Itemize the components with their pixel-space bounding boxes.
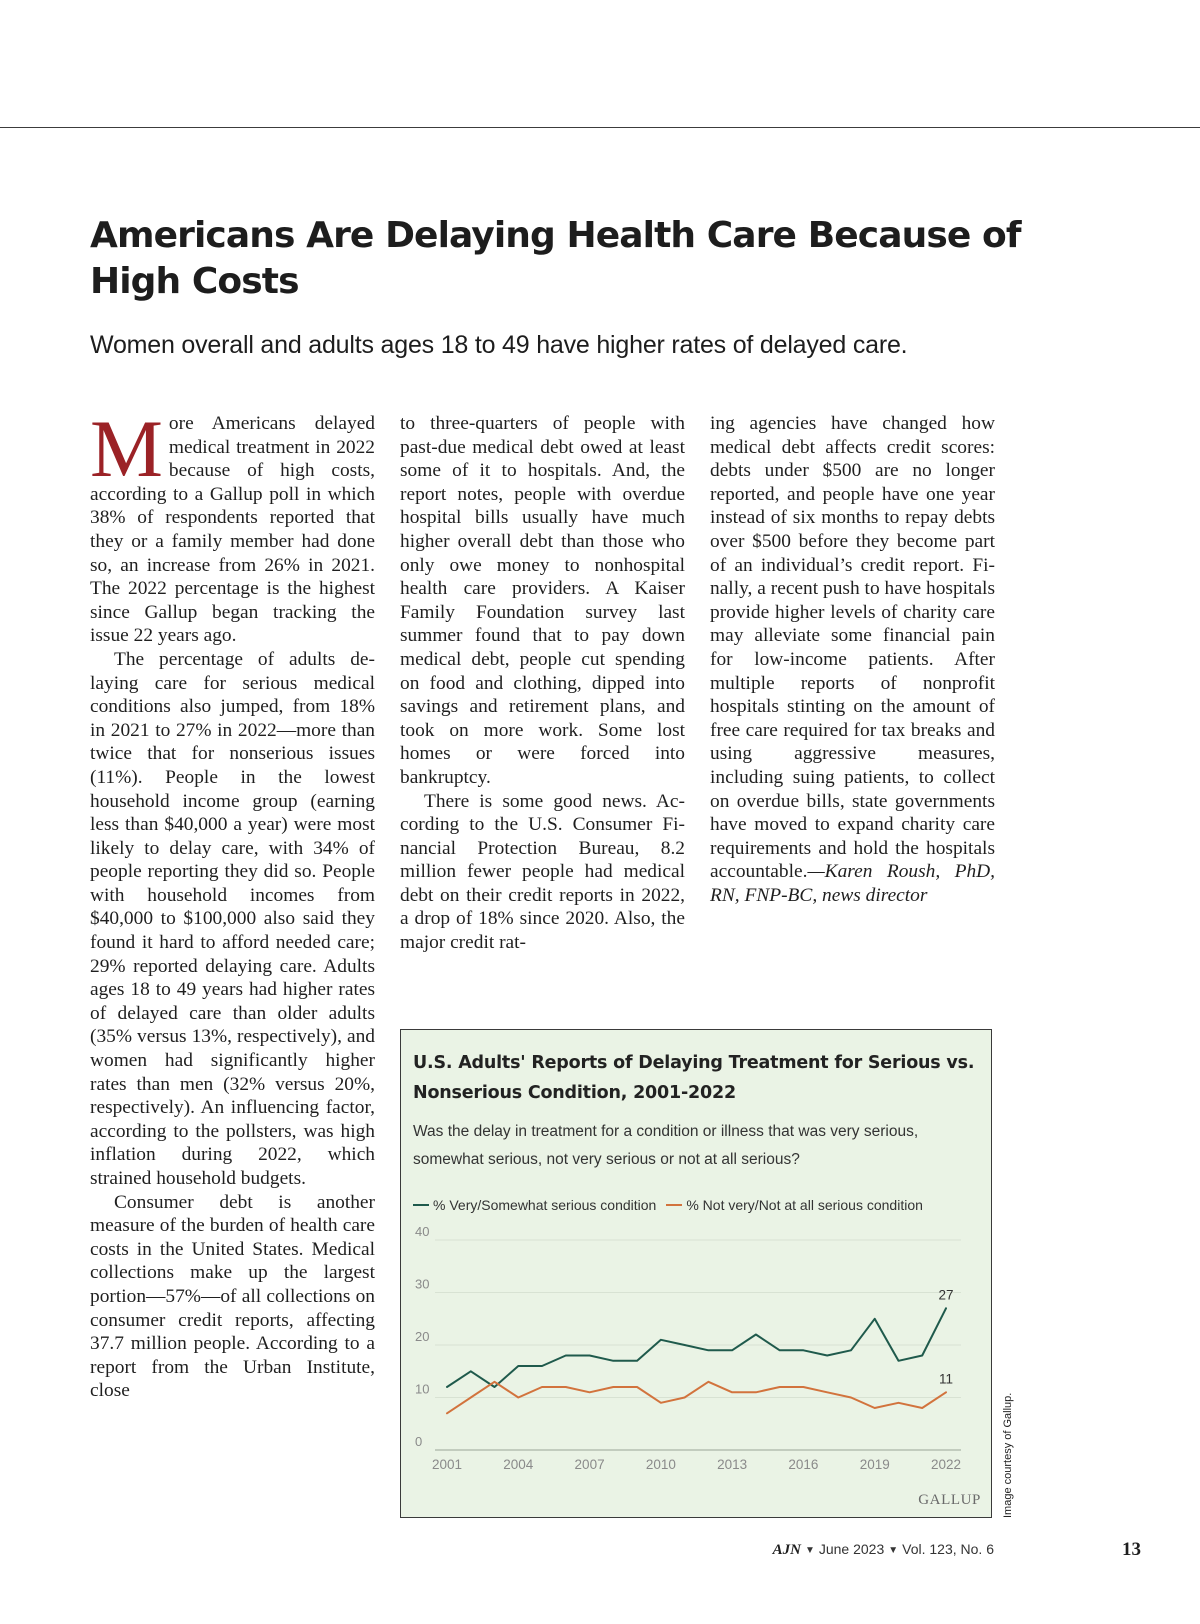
- paragraph: The percentage of adults delaying care for serious medical conditions also jumped, from 18% in 2021 to 27% in 2022—more than twice that for nonserious issues (11%). People in the lowest household income group (earning less than $40,000 a year) were most likely to delay care, with 34% of people reporting they did so. People with household incomes from $40,000 to $100,000 also said they found it hard to afford needed care; 29% reported delaying care. Adults ages 18 to 49 years had higher rates of delayed care than older adults (35% versus 13%, respectively), and women had significantly higher rates than men (32% versus 20%, respectively). An influencing factor, according to the pollsters, was high inflation during 2022, which strained household budgets.: [90, 648, 375, 1189]
- text-column-3: [710, 412, 995, 907]
- chart-figure: [400, 1029, 992, 1518]
- legend-item-nonserious: [666, 1197, 923, 1213]
- legend-label: % Not very/Not at all serious condition: [686, 1197, 923, 1213]
- x-tick-label: 2010: [645, 1457, 676, 1472]
- x-tick-label: 2013: [717, 1457, 748, 1472]
- paragraph: to three-quarters of people with past-due medical debt owed at least some of it to hospitals. And, the report notes, people with overdue hospital bills usually have much higher overall debt than those who only owe money to nonhospital health care providers. A Kaiser Family Foundation survey last summer found that to pay down medical debt, people cut spending on food and clothing, dipped into savings and retirement plans, and took on more work. Some lost homes or were forced into bankruptcy.: [400, 413, 685, 788]
- gallup-logo: GALLUP: [918, 1492, 981, 1508]
- legend-item-serious: [413, 1197, 656, 1213]
- paragraph: Consumer debt is another measure of the burden of health care costs in the United States. Medical collections make up the largest portion—57%—of all collections on consumer credit reports, affecting 37.7 million people. According to a report from the Urban Institute, close: [90, 1191, 375, 1402]
- y-tick-label: 40: [415, 1224, 430, 1239]
- paragraph-text: ing agencies have changed how medical debt affects credit scores: debts under $500 are no longer reported, and people have one year instead of six months to repay debts over $500 before they become part of an individual’s credit report. Finally, a recent push to have hospitals provide higher levels of charity care may alleviate some financial pain for low-income patients. After multiple reports of nonprofit hospitals stinting on the amount of free care required for tax breaks and using aggressive measures, including suing patients, to collect on overdue bills, state governments have moved to expand charity care requirements and hold the hospitals accountable.: [710, 413, 995, 883]
- paragraph: There is some good news. According to the U.S. Consumer Financial Protection Bureau, 8.2 million fewer people had medical debt on their credit reports in 2022, a drop of 18% since 2020. Also, the major credit rat-: [400, 790, 685, 954]
- y-tick-label: 20: [415, 1329, 430, 1344]
- x-tick-label: 2004: [503, 1457, 534, 1472]
- author-signature: —Karen Roush, PhD, RN, FNP-BC, news director: [710, 861, 995, 906]
- x-tick-label: 2022: [930, 1457, 962, 1472]
- chart-question: Was the delay in treatment for a condition or illness that was very serious, somewhat serious, not very serious or not at all serious?: [413, 1123, 919, 1168]
- x-tick-label: 2019: [859, 1457, 890, 1472]
- data-label: 27: [938, 1287, 954, 1303]
- series-line-serious: [447, 1308, 946, 1387]
- image-credit: Image courtesy of Gallup.: [1002, 1392, 1014, 1518]
- chart-title: U.S. Adults' Reports of Delaying Treatment for Serious vs. Nonserious Condition, 2001-2022: [413, 1053, 975, 1103]
- page-footer: [773, 1541, 994, 1559]
- issue-date: June 2023: [818, 1541, 885, 1557]
- legend-label: % Very/Somewhat serious condition: [433, 1197, 657, 1213]
- data-label: 11: [938, 1371, 954, 1387]
- chart-legend: [413, 1197, 933, 1213]
- article-subheadline: Women overall and adults ages 18 to 49 have higher rates of delayed care.: [90, 331, 908, 359]
- journal-name: AJN: [772, 1542, 801, 1558]
- text-column-2: [400, 412, 685, 955]
- triangle-icon: ▼: [888, 1545, 899, 1556]
- paragraph: [90, 412, 375, 648]
- text-column-1: [90, 412, 375, 1524]
- legend-swatch: [666, 1204, 682, 1207]
- drop-cap: M: [90, 412, 163, 494]
- legend-swatch: [413, 1204, 429, 1207]
- x-tick-label: 2007: [574, 1457, 605, 1472]
- x-tick-label: 2016: [788, 1457, 819, 1472]
- paragraph: [710, 412, 995, 907]
- paragraph-text: ore Americans delayed medical treatment in 2022 because of high costs, according to a Gallup poll in which 38% of respondents reported that they or a family member had done so, an increase from 26% in 2021. The 2022 percentage is the highest since Gallup began tracking the issue 22 years ago.: [90, 413, 375, 647]
- top-rule: [0, 127, 1200, 128]
- y-tick-label: 30: [415, 1276, 430, 1292]
- volume-info: Vol. 123, No. 6: [902, 1541, 994, 1557]
- y-tick-label: 0: [415, 1434, 423, 1449]
- triangle-icon: ▼: [804, 1545, 815, 1556]
- y-tick-label: 10: [415, 1381, 430, 1397]
- x-tick-label: 2001: [431, 1457, 463, 1472]
- article-headline: Americans Are Delaying Health Care Because of High Costs: [90, 215, 1021, 302]
- page-number: 13: [1122, 1539, 1141, 1560]
